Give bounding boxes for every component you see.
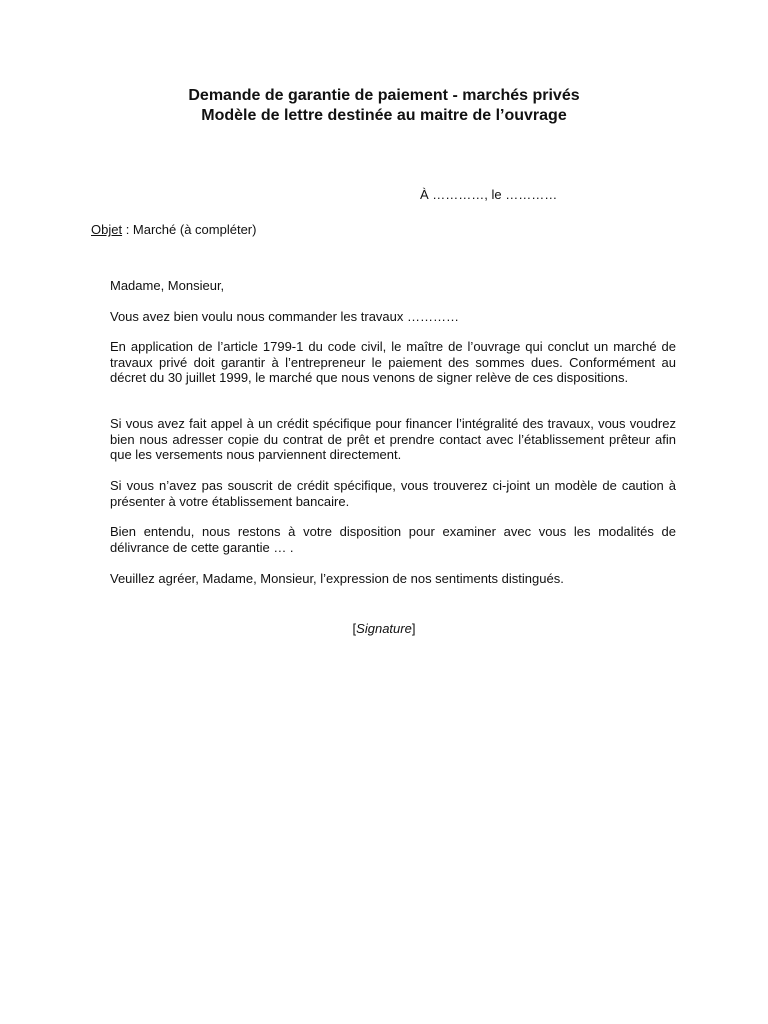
subject-text: : Marché (à compléter) bbox=[122, 222, 257, 237]
paragraph-regards bbox=[110, 571, 676, 587]
paragraph-no-credit-text: Si vous n’avez pas souscrit de crédit spécifique, vous trouverez ci-joint un modèle de caution à présenter à votre établissement bancaire. bbox=[110, 478, 676, 509]
salutation bbox=[110, 278, 676, 294]
paragraph-law-text: En application de l’article 1799-1 du code civil, le maître de l’ouvrage qui conclut un marché de travaux privé doit garantir à l’entrepreneur le paiement des sommes dues. Conformément au décret du 30 juillet 1999, le marché que nous venons de signer relève de ces dispositions. bbox=[110, 339, 676, 385]
paragraph-credit-text: Si vous avez fait appel à un crédit spécifique pour financer l’intégralité des travaux, vous voudrez bien nous adresser copie du contrat de prêt et prendre contact avec l’établissement prêteur afin que les versements nous parviennent directement. bbox=[110, 416, 676, 462]
paragraph-closing-text: Bien entendu, nous restons à votre disposition pour examiner avec vous les modalités de délivrance de cette garantie … . bbox=[110, 524, 676, 555]
title-line-1: Demande de garantie de paiement - marchés privés bbox=[188, 87, 580, 104]
title-line-2: Modèle de lettre destinée au maitre de l’ouvrage bbox=[201, 107, 567, 124]
place-date-line: À …………, le ………… bbox=[420, 187, 558, 202]
paragraph-closing bbox=[110, 524, 676, 555]
paragraph-intro-text: Vous avez bien voulu nous commander les travaux ………… bbox=[110, 309, 460, 324]
signature-bracket-open: [ bbox=[352, 621, 357, 636]
subject-label: Objet bbox=[91, 222, 123, 237]
paragraph-law bbox=[110, 339, 676, 386]
paragraph-regards-text: Veuillez agréer, Madame, Monsieur, l’expression de nos sentiments distingués. bbox=[110, 571, 564, 586]
signature-bracket-close: ] bbox=[411, 621, 416, 636]
subject-line bbox=[91, 222, 256, 238]
salutation-text: Madame, Monsieur, bbox=[110, 278, 225, 293]
paragraph-no-credit bbox=[110, 478, 676, 509]
signature-text: Signature bbox=[356, 621, 412, 636]
paragraph-intro bbox=[110, 309, 676, 325]
signature-placeholder bbox=[0, 621, 768, 637]
document-title bbox=[0, 86, 768, 126]
paragraph-credit bbox=[110, 416, 676, 463]
